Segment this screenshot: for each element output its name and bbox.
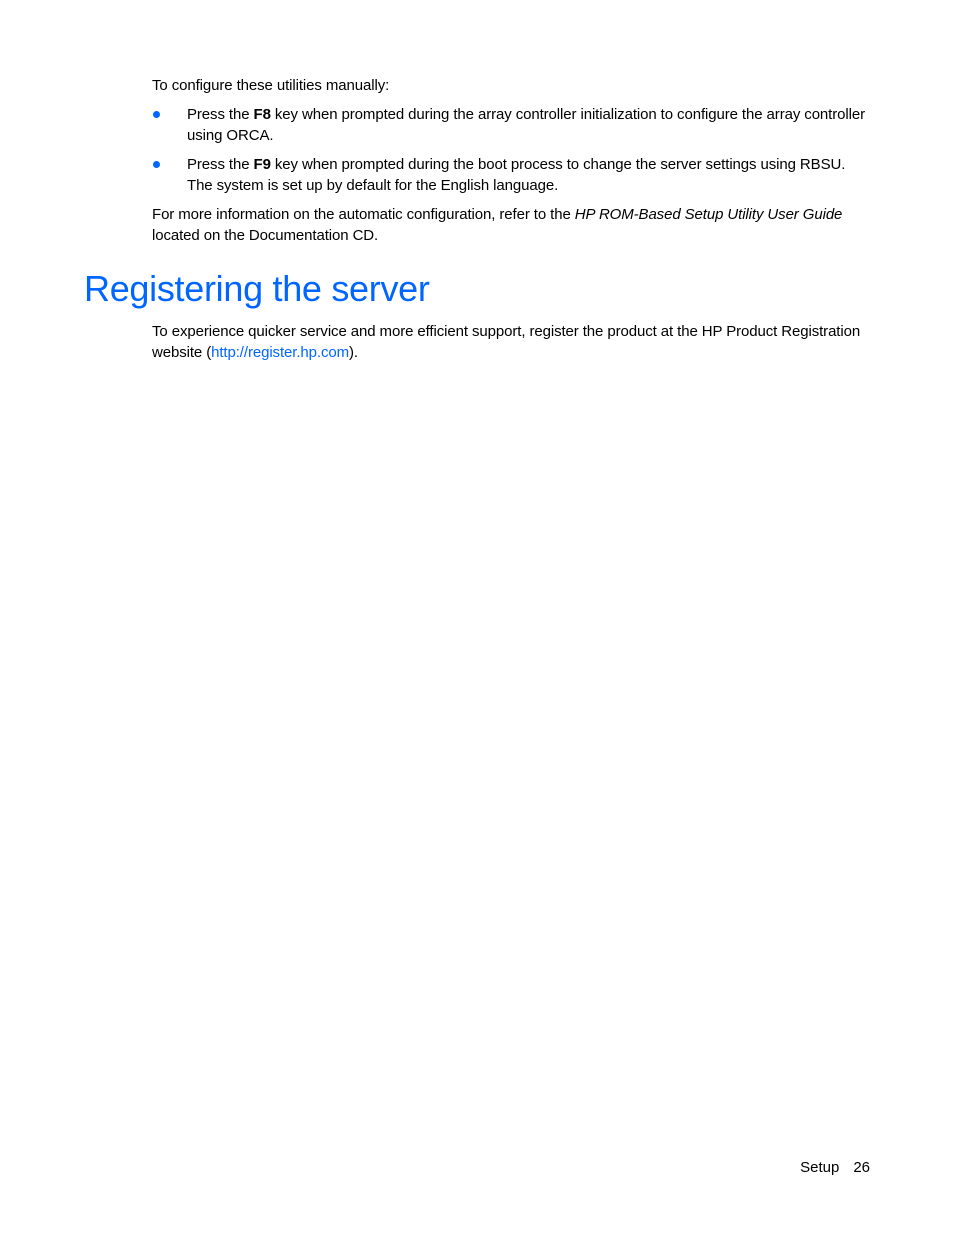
more-info-prefix: For more information on the automatic configuration, refer to the (152, 206, 575, 223)
key-name: F9 (253, 156, 271, 173)
more-info-paragraph (152, 204, 872, 246)
page-number: 26 (853, 1159, 870, 1176)
bullet-icon (153, 161, 160, 168)
page-footer (800, 1157, 870, 1178)
list-item-f9 (152, 154, 872, 196)
intro-paragraph (152, 75, 872, 96)
registration-link[interactable]: http://register.hp.com (211, 344, 349, 361)
list-item-f8 (152, 104, 872, 146)
intro-text: To configure these utilities manually: (152, 77, 390, 94)
footer-section-name: Setup (800, 1159, 840, 1176)
instruction-list (152, 104, 872, 204)
bullet-prefix: Press the (187, 156, 254, 173)
guide-title: HP ROM-Based Setup Utility User Guide (574, 206, 843, 223)
registration-text-end: ). (349, 344, 358, 361)
bullet-prefix: Press the (187, 106, 254, 123)
key-name: F8 (253, 106, 271, 123)
section-heading: Registering the server (84, 268, 430, 309)
bullet-text: key when prompted during the array controller initialization to configure the array controller using ORCA. (187, 106, 865, 144)
more-info-suffix: located on the Documentation CD. (152, 227, 379, 244)
bullet-icon (153, 111, 160, 118)
registration-text: To experience quicker service and more efficient support, register the product at the HP Product Registration website ( (152, 323, 861, 361)
bullet-text: key when prompted during the boot process to change the server settings using RBSU. The system is set up by default for the English language. (187, 156, 846, 194)
registration-paragraph (152, 321, 874, 363)
